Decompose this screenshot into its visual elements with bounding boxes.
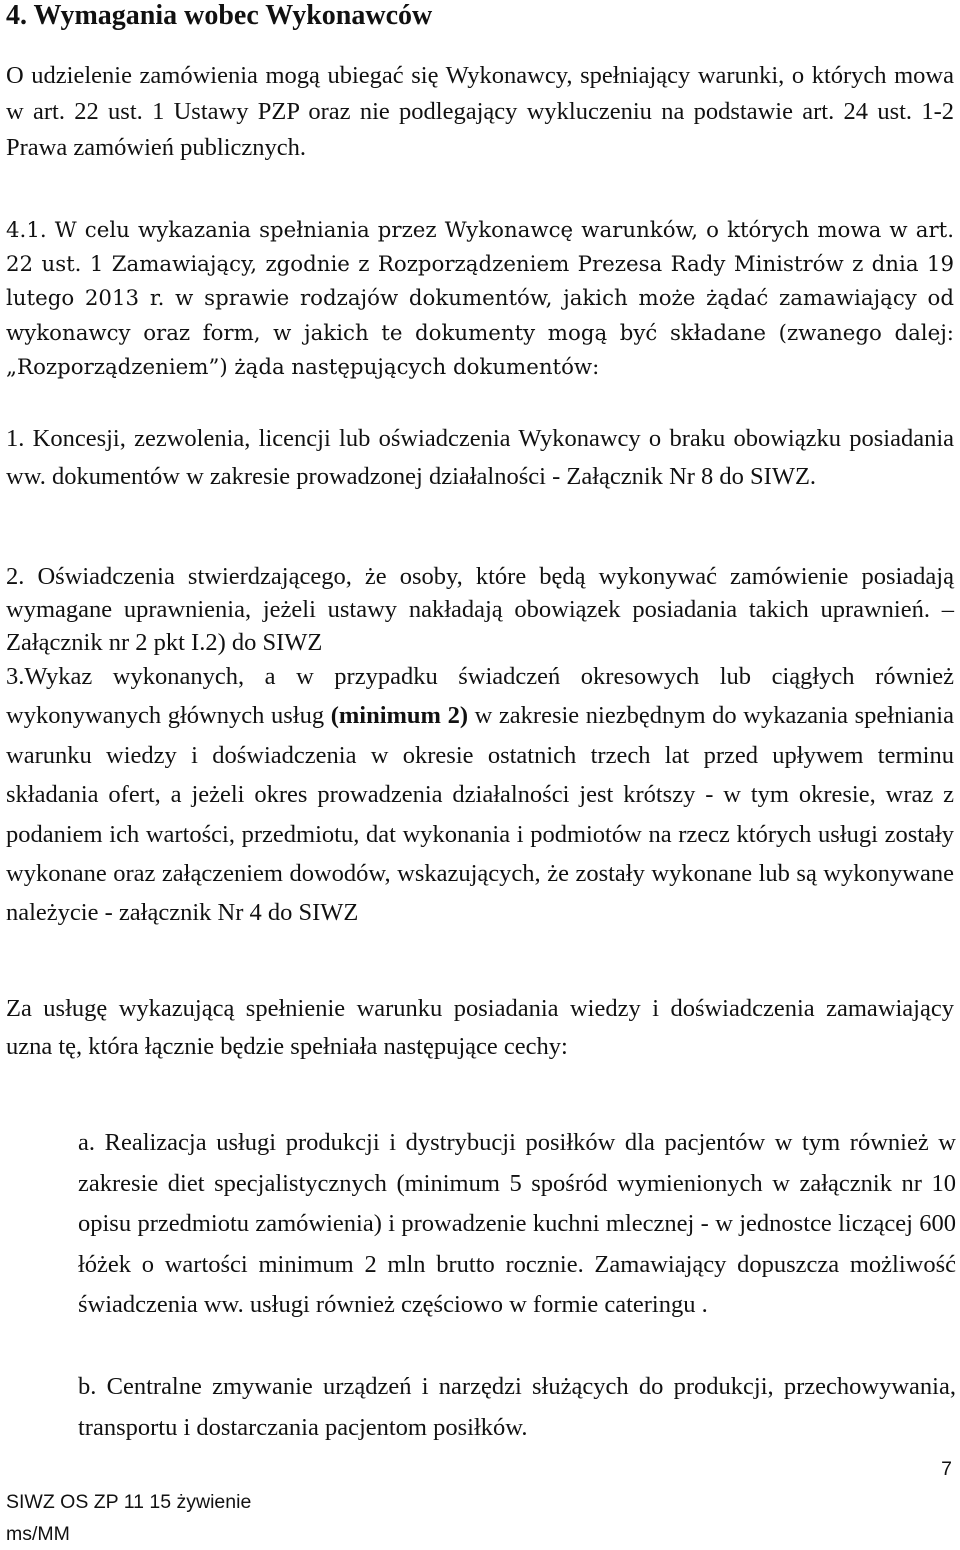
item-3-minimum-bold: (minimum 2)	[330, 702, 468, 730]
requirement-item-3	[6, 657, 954, 933]
footer-document-id: SIWZ OS ZP 11 15 żywienie	[6, 1491, 252, 1513]
item-3-text-start: 3.Wykaz wykonanych, a w przypadku świadczeń okresowych lub ciągłych również wykonywanych głównych usług	[6, 663, 954, 730]
service-criteria-intro: Za usługę wykazującą spełnienie warunku posiadania wiedzy i doświadczenia zamawiający uzna tę, która łącznie będzie spełniała następujące cechy:	[6, 995, 954, 1060]
item-3-text-end: w zakresie niezbędnym do wykazania spełniania warunku wiedzy i doświadczenia w okresie ostatnich trzech lat przed upływem terminu składania ofert, a jeżeli okres prowadzenia działalności jest krótszy - w tym okresie, wraz z podaniem ich wartości, przedmiotu, dat wykonania i podmiotów na rzecz których usługi zostały wykonane oraz załączeniem dowodów, wskazujących, że zostały wykonane lub są wykonywane należycie - załącznik Nr 4 do SIWZ	[6, 702, 954, 927]
footer-author-initials: ms/MM	[6, 1523, 70, 1545]
page-number: 7	[941, 1458, 952, 1480]
requirement-item-1: 1. Koncesji, zezwolenia, licencji lub oświadczenia Wykonawcy o braku obowiązku posiadania ww. dokumentów w zakresie prowadzonej działalności - Załącznik Nr 8 do SIWZ.	[6, 425, 954, 490]
criteria-item-b: b. Centralne zmywanie urządzeń i narzędzi służących do produkcji, przechowywania, transportu i dostarczania pacjentom posiłków.	[78, 1373, 956, 1441]
requirement-item-2: 2. Oświadczenia stwierdzającego, że osoby, które będą wykonywać zamówienie posiadają wymagane uprawnienia, jeżeli ustawy nakładają obowiązek posiadania takich uprawnień. – Załącznik nr 2 pkt I.2) do SIWZ	[6, 563, 954, 656]
intro-paragraph: O udzielenie zamówienia mogą ubiegać się Wykonawcy, spełniający warunki, o których mowa w art. 22 ust. 1 Ustawy PZP oraz nie podlegający wykluczeniu na podstawie art. 24 ust. 1-2 Prawa zamówień publicznych.	[6, 62, 954, 161]
page-footer	[6, 1486, 251, 1550]
criteria-item-a: a. Realizacja usługi produkcji i dystrybucji posiłków dla pacjentów w tym również w zakresie diet specjalistycznych (minimum 5 spośród wymienionych w załącznik nr 10 opisu przedmiotu zamówienia) i prowadzenie kuchni mlecznej - w jednostce liczącej 600 łóżek o wartości minimum 2 mln brutto rocznie. Zamawiający dopuszcza możliwość świadczenia ww. usługi również częściowo w formie cateringu .	[78, 1129, 956, 1318]
section-heading: 4. Wymagania wobec Wykonawców	[6, 0, 433, 31]
section-4-1-paragraph: 4.1. W celu wykazania spełniania przez Wykonawcę warunków, o których mowa w art. 22 ust. 1 Zamawiający, zgodnie z Rozporządzeniem Prezesa Rady Ministrów z dnia 19 lutego 2013 r. w sprawie rodzajów dokumentów, jakich może żądać zamawiający od wykonawcy oraz form, w jakich te dokumenty mogą być składane (zwanego dalej: „Rozporządzeniem”) żąda następujących dokumentów:	[6, 218, 954, 380]
